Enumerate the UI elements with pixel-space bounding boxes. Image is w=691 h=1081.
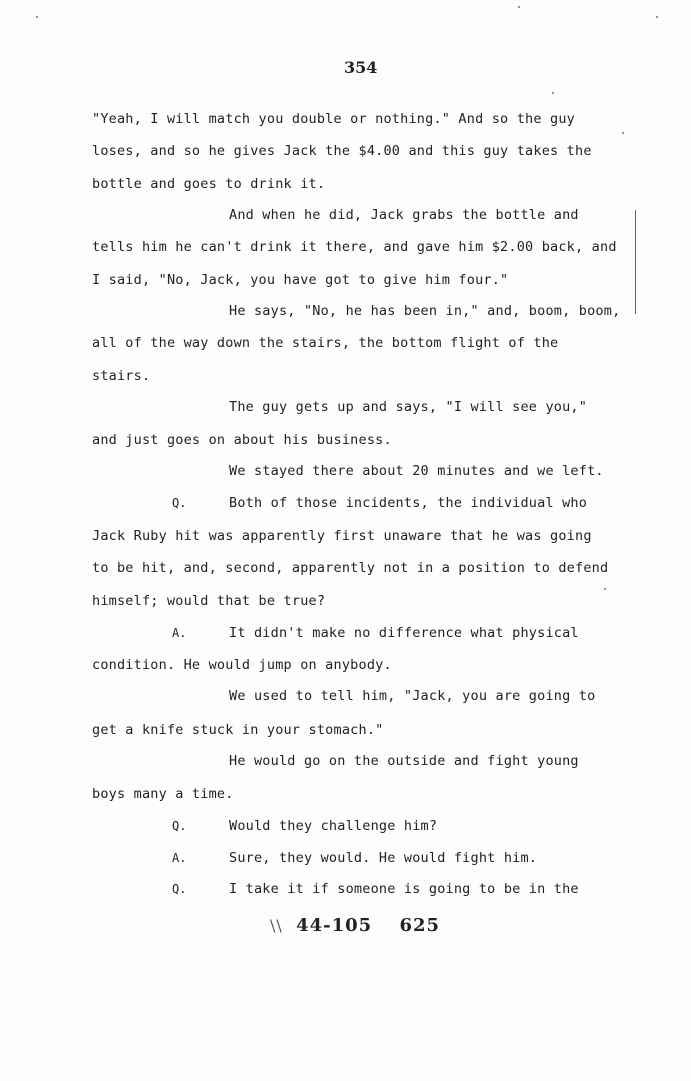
- text-line: Jack Ruby hit was apparently first unaware that he was going: [92, 528, 592, 544]
- scan-speck: [622, 132, 624, 134]
- text-line: tells him he can't drink it there, and gave him $2.00 back, and: [92, 239, 617, 255]
- text-line: The guy gets up and says, "I will see you,": [229, 399, 588, 415]
- margin-line: [635, 210, 636, 314]
- archive-page-number: 625: [399, 915, 441, 936]
- question-marker: Q.: [172, 496, 187, 510]
- document-number: 44-105: [296, 915, 373, 936]
- text-line: get a knife stuck in your stomach.": [92, 722, 384, 738]
- text-line: and just goes on about his business.: [92, 432, 392, 448]
- scan-speck: [604, 588, 606, 590]
- document-stamp: [270, 915, 440, 936]
- text-line: loses, and so he gives Jack the $4.00 and this guy takes the: [92, 143, 592, 159]
- text-line: all of the way down the stairs, the bottom flight of the: [92, 335, 559, 351]
- scan-speck: [552, 92, 554, 94]
- text-line: Would they challenge him?: [229, 818, 438, 834]
- text-line: condition. He would jump on anybody.: [92, 657, 392, 673]
- text-line: And when he did, Jack grabs the bottle and: [229, 207, 579, 223]
- text-line: He says, "No, he has been in," and, boom, boom,: [229, 303, 621, 319]
- text-line: I said, "No, Jack, you have got to give him four.": [92, 272, 509, 288]
- text-line: bottle and goes to drink it.: [92, 176, 326, 192]
- text-line: It didn't make no difference what physical: [229, 625, 579, 641]
- answer-marker: A.: [172, 626, 187, 640]
- text-line: We stayed there about 20 minutes and we left.: [229, 463, 604, 479]
- stamp-tick-mark: \\: [270, 916, 283, 935]
- scan-speck: [656, 16, 658, 18]
- text-line: stairs.: [92, 368, 151, 384]
- text-line: boys many a time.: [92, 786, 234, 802]
- scan-speck: [518, 6, 520, 8]
- scan-speck: [36, 16, 38, 18]
- page-number: 354: [344, 58, 378, 77]
- question-marker: Q.: [172, 882, 187, 896]
- text-line: "Yeah, I will match you double or nothing." And so the guy: [92, 111, 576, 127]
- text-line: He would go on the outside and fight young: [229, 753, 579, 769]
- text-line: Sure, they would. He would fight him.: [229, 850, 538, 866]
- answer-marker: A.: [172, 851, 187, 865]
- question-marker: Q.: [172, 819, 187, 833]
- text-line: I take it if someone is going to be in the: [229, 881, 579, 897]
- text-line: We used to tell him, "Jack, you are going to: [229, 688, 596, 704]
- text-line: to be hit, and, second, apparently not in a position to defend: [92, 560, 609, 576]
- text-line: himself; would that be true?: [92, 593, 326, 609]
- text-line: Both of those incidents, the individual who: [229, 495, 588, 511]
